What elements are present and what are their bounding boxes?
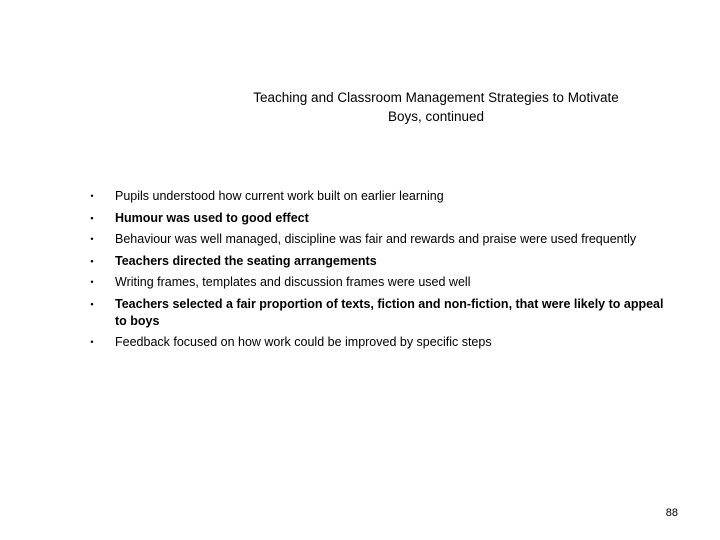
- bullet-text: Behaviour was well managed, discipline was fair and rewards and praise were used frequently: [115, 232, 637, 246]
- page-number: 88: [665, 507, 678, 519]
- bullet-item: [88, 231, 668, 248]
- bullet-dot-icon: •: [90, 234, 94, 244]
- bullet-dot-icon: •: [90, 212, 94, 223]
- bullet-dot-icon: •: [90, 277, 94, 287]
- bullet-dot-icon: •: [90, 255, 94, 266]
- bullet-text: Teachers directed the seating arrangements: [115, 253, 377, 268]
- bullet-dot-icon: •: [90, 337, 94, 347]
- bullet-list: [88, 188, 668, 356]
- bullet-item: [88, 210, 668, 227]
- bullet-text: Pupils understood how current work built on earlier learning: [115, 189, 444, 203]
- bullet-text: Writing frames, templates and discussion frames were used well: [115, 275, 471, 289]
- bullet-text: Feedback focused on how work could be improved by specific steps: [115, 335, 492, 349]
- bullet-item: [88, 334, 668, 351]
- bullet-item: [88, 274, 668, 291]
- bullet-item: [88, 253, 668, 270]
- slide-title: Teaching and Classroom Management Strategies to Motivate Boys, continued: [253, 90, 619, 124]
- bullet-dot-icon: •: [90, 298, 94, 309]
- bullet-text: Teachers selected a fair proportion of texts, fiction and non-fiction, that were likely to appeal to boys: [115, 296, 664, 328]
- bullet-item: [88, 296, 668, 330]
- bullet-dot-icon: •: [90, 191, 94, 201]
- bullet-item: [88, 188, 668, 205]
- bullet-text: Humour was used to good effect: [115, 210, 309, 225]
